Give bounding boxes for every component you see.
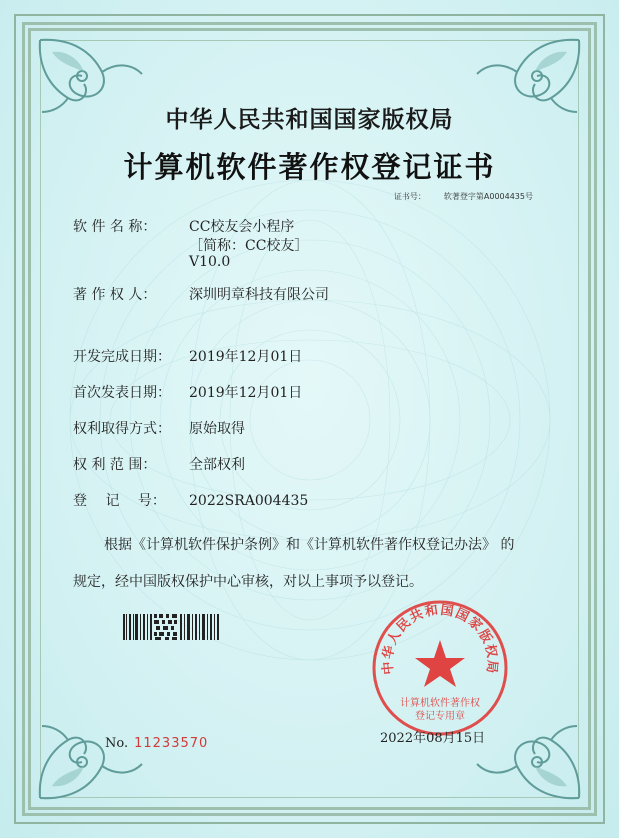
field-label: 登 记 号： <box>73 493 166 509</box>
field-copyright-owner <box>73 284 329 304</box>
field-acquisition-method <box>73 418 245 438</box>
field-label: 软 件 名 称： <box>73 219 157 235</box>
field-value: 全部权利 <box>189 457 245 473</box>
field-rights-scope <box>73 454 245 474</box>
software-short-name: ［简称：CC校友］ <box>189 238 309 254</box>
serial-number-label: No. <box>105 736 129 751</box>
field-value: 2019年12月01日 <box>189 349 303 365</box>
field-value: 深圳明章科技有限公司 <box>189 287 329 303</box>
field-value: 2022SRA004435 <box>189 493 309 509</box>
certificate-title: 计算机软件著作权登记证书 <box>123 150 496 184</box>
field-registration-number <box>73 490 308 510</box>
barcode-icon <box>123 614 219 640</box>
issuer-title: 中华人民共和国国家版权局 <box>165 106 454 133</box>
field-value: CC校友会小程序 <box>189 219 295 235</box>
official-seal-icon <box>370 598 510 738</box>
statement-line-1: 根据《计算机软件保护条例》和《计算机软件著作权登记办法》 的 <box>104 537 515 553</box>
field-label: 开发完成日期： <box>73 349 171 365</box>
certificate-number <box>394 191 533 202</box>
field-label: 权 利 范 围： <box>73 457 157 473</box>
field-value: 原始取得 <box>189 421 245 437</box>
certificate-number-label: 证书号： <box>393 192 426 201</box>
seal-ring-text: 中华人民共和国国家版权局 <box>380 602 500 676</box>
field-value: 2019年12月01日 <box>189 385 303 401</box>
serial-number <box>105 736 208 751</box>
field-software-name <box>73 216 294 236</box>
field-label: 著 作 权 人： <box>73 287 157 303</box>
field-label: 权利取得方式： <box>73 421 171 437</box>
seal-text-line-1: 计算机软件著作权 <box>400 698 480 709</box>
field-completion-date <box>73 346 302 366</box>
software-version: V10.0 <box>189 254 231 270</box>
corner-ornament-icon <box>32 721 152 806</box>
statement-line-2: 规定，经中国版权保护中心审核，对以上事项予以登记。 <box>73 574 423 590</box>
field-label: 首次发表日期： <box>73 385 171 401</box>
seal-text-line-2: 登记专用章 <box>415 711 465 722</box>
serial-number-value: 11233570 <box>134 736 209 751</box>
certificate-number-value: 软著登字第A0004435号 <box>443 192 533 201</box>
field-publish-date <box>73 382 302 402</box>
issue-date: 2022年08月15日 <box>380 731 486 746</box>
